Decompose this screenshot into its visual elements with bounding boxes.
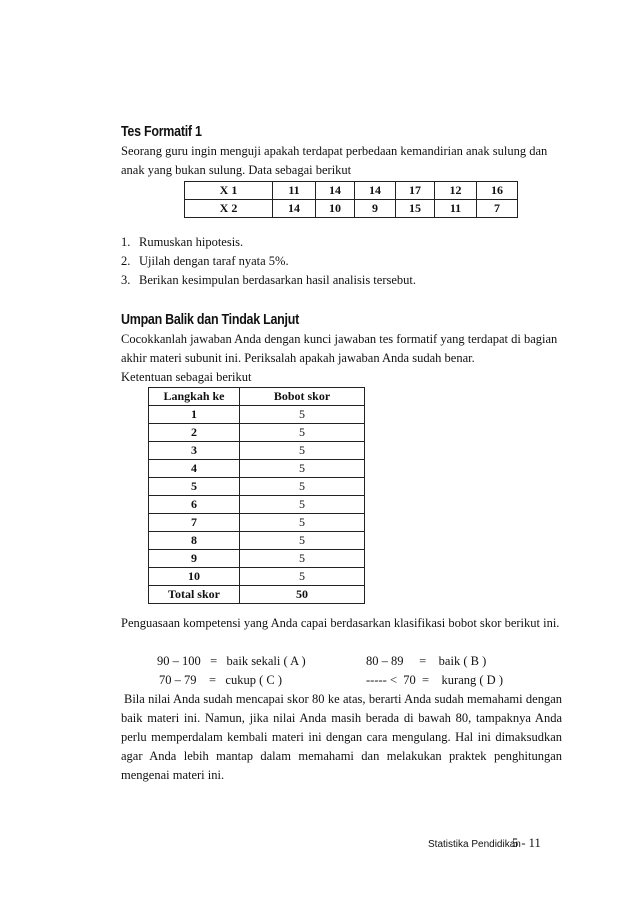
table-cell: 17 <box>396 182 435 200</box>
klasifikasi-a: 90 – 100 = baik sekali ( A ) <box>157 654 306 668</box>
table-cell: 10 <box>316 200 355 218</box>
table-row <box>149 424 365 442</box>
data-table-x <box>184 181 518 218</box>
table-cell: 4 <box>149 460 240 478</box>
section-title-tes-formatif: Tes Formatif 1 <box>121 124 202 140</box>
list-text: Ujilah dengan taraf nyata 5%. <box>139 254 289 268</box>
table-row <box>149 406 365 424</box>
table-cell: 5 <box>240 460 365 478</box>
table-header: Langkah ke <box>149 388 240 406</box>
table-row <box>149 532 365 550</box>
table-row <box>149 496 365 514</box>
table-cell: X 2 <box>185 200 273 218</box>
footer-course: Statistika Pendidikan <box>428 839 521 850</box>
table-cell: 11 <box>435 200 477 218</box>
table-cell: 8 <box>149 532 240 550</box>
table-cell: 14 <box>355 182 396 200</box>
table-cell: 15 <box>396 200 435 218</box>
list-number: 3. <box>121 273 131 287</box>
list-text: Berikan kesimpulan berdasarkan hasil analisis tersebut. <box>139 273 417 287</box>
closing-paragraph: Bila nilai Anda sudah mencapai skor 80 ke atas, berarti Anda sudah memahami dengan baik materi ini. Namun, jika nilai Anda masih berada di bawah 80, tampaknya Anda perlu memperdalam kembali materi ini dengan cara mengulang. Hal ini dimaksudkan agar Anda lebih mantap dalam memahami dan melakukan praktek penghitungan mengenai materi ini. <box>121 692 562 782</box>
table-header-row <box>149 388 365 406</box>
table-cell: 5 <box>240 550 365 568</box>
table-cell: 5 <box>240 568 365 586</box>
list-item <box>121 252 416 271</box>
table-cell: 10 <box>149 568 240 586</box>
table-header: Bobot skor <box>240 388 365 406</box>
table-total-row <box>149 586 365 604</box>
total-value: 50 <box>240 586 365 604</box>
table-cell: 5 <box>149 478 240 496</box>
table-cell: 5 <box>240 532 365 550</box>
table-row <box>149 568 365 586</box>
klasifikasi-c: 70 – 79 = cukup ( C ) <box>159 673 283 687</box>
table-cell: 5 <box>240 514 365 532</box>
table-cell: 11 <box>273 182 316 200</box>
umpan-intro: Cocokkanlah jawaban Anda dengan kunci jawaban tes formatif yang terdapat di bagian akhir materi subunit ini. Periksalah apakah jawaban Anda sudah benar. <box>121 332 558 365</box>
table-cell: 5 <box>240 424 365 442</box>
table-cell: 1 <box>149 406 240 424</box>
table-cell: 2 <box>149 424 240 442</box>
table-cell: 14 <box>316 182 355 200</box>
table-cell: 7 <box>149 514 240 532</box>
table-row <box>149 514 365 532</box>
list-text: Rumuskan hipotesis. <box>139 235 244 249</box>
table-cell: 16 <box>477 182 518 200</box>
table-cell: 5 <box>240 478 365 496</box>
table-row <box>149 442 365 460</box>
score-table <box>148 387 365 604</box>
table-row <box>185 200 518 218</box>
table-row <box>185 182 518 200</box>
list-number: 2. <box>121 254 131 268</box>
table-cell: 5 <box>240 496 365 514</box>
table-cell: 9 <box>149 550 240 568</box>
page-number: 5 - 11 <box>512 836 541 850</box>
klasifikasi-d: ----- < 70 = kurang ( D ) <box>366 673 503 687</box>
table-row <box>149 478 365 496</box>
table-row <box>149 550 365 568</box>
table-row <box>149 460 365 478</box>
table-cell: 5 <box>240 406 365 424</box>
table-cell: 5 <box>240 442 365 460</box>
table-cell: 9 <box>355 200 396 218</box>
total-label: Total skor <box>149 586 240 604</box>
list-item <box>121 233 416 252</box>
penguasaan-text: Penguasaan kompetensi yang Anda capai berdasarkan klasifikasi bobot skor berikut ini. <box>121 616 560 630</box>
list-number: 1. <box>121 235 131 249</box>
tes-intro: Seorang guru ingin menguji apakah terdapat perbedaan kemandirian anak sulung dan anak yang bukan sulung. Data sebagai berikut <box>121 144 548 177</box>
klasifikasi-b: 80 – 89 = baik ( B ) <box>366 654 487 668</box>
table-cell: 3 <box>149 442 240 460</box>
table-cell: 14 <box>273 200 316 218</box>
question-list <box>121 233 416 290</box>
list-item <box>121 271 416 290</box>
table-cell: X 1 <box>185 182 273 200</box>
ketentuan-label: Ketentuan sebagai berikut <box>121 370 252 384</box>
table-cell: 6 <box>149 496 240 514</box>
table-cell: 7 <box>477 200 518 218</box>
table-cell: 12 <box>435 182 477 200</box>
section-title-umpan-balik: Umpan Balik dan Tindak Lanjut <box>121 312 299 328</box>
